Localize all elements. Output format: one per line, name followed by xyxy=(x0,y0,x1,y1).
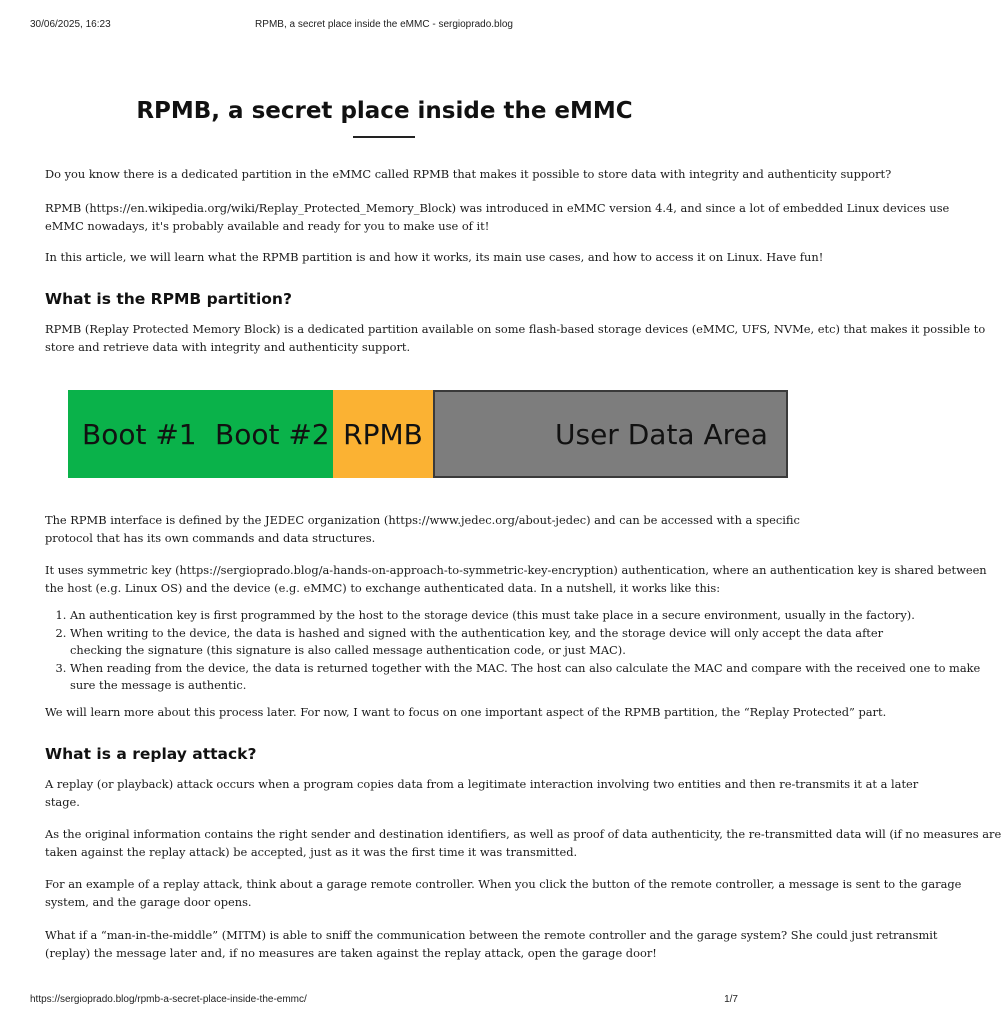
print-datetime: 30/06/2025, 16:23 xyxy=(30,19,111,30)
symmetric-key-line-1: It uses symmetric key (https://sergioprado.blog/a-hands-on-approach-to-symmetric-key-encryption) authentication, where an authentication key is shared between xyxy=(45,563,987,577)
list-item: 3. When reading from the device, the data is returned together with the MAC. The host can also calculate the MAC and compare with the received one to make sure the message is authentic. xyxy=(70,660,980,695)
intro-paragraph-2 xyxy=(45,200,949,235)
what-is-line-2: store and retrieve data with integrity and authenticity support. xyxy=(45,339,411,354)
page-number: 1/7 xyxy=(724,994,738,1005)
section-heading-what-is-rpmb: What is the RPMB partition? xyxy=(45,290,292,308)
emmc-partition-diagram xyxy=(68,390,788,478)
replay-paragraph-4-line-1: What if a “man-in-the-middle” (MITM) is able to sniff the communication between the remote controller and the garage system? She could just retransmit xyxy=(45,928,938,942)
list-item: 2. When writing to the device, the data is hashed and signed with the authentication key, and the storage device will only accept the data after checking the signature (this signature is also called message authentication code, or just MAC). xyxy=(70,625,980,660)
intro-paragraph-2-line-1: RPMB (https://en.wikipedia.org/wiki/Replay_Protected_Memory_Block) was introduced in eMMC version 4.4, and since a lot of embedded Linux devices use xyxy=(45,201,950,215)
replay-paragraph-3-line-1: For an example of a replay attack, think about a garage remote controller. When you click the button of the remote controller, a message is sent to the garage xyxy=(45,877,962,891)
boot-partitions-segment xyxy=(68,390,333,478)
replay-paragraph-1-line-1: A replay (or playback) attack occurs when a program copies data from a legitimate interaction involving two entities and then re-transmits it at a later xyxy=(45,777,919,791)
symmetric-key-paragraph xyxy=(45,562,987,597)
list-item: 1. An authentication key is first programmed by the host to the storage device (this must take place in a secure environment, usually in the factory). xyxy=(70,607,980,625)
replay-paragraph-3-line-2: system, and the garage door opens. xyxy=(45,894,252,909)
interface-line-2: protocol that has its own commands and data structures. xyxy=(45,530,376,545)
replay-paragraph-2 xyxy=(45,826,1001,861)
later-paragraph: We will learn more about this process later. For now, I want to focus on one important aspect of the RPMB partition, the “Replay Protected” part. xyxy=(45,705,887,719)
symmetric-key-line-2: the host (e.g. Linux OS) and the device (e.g. eMMC) to exchange authenticated data. In a nutshell, it works like this: xyxy=(45,580,721,595)
print-footer xyxy=(30,994,738,1008)
article-title: RPMB, a secret place inside the eMMC xyxy=(136,98,633,124)
replay-paragraph-3 xyxy=(45,876,961,911)
replay-paragraph-2-line-2: taken against the replay attack) be accepted, just as it was the first time it was transmitted. xyxy=(45,844,578,859)
replay-paragraph-1 xyxy=(45,776,918,811)
interface-paragraph xyxy=(45,512,800,547)
title-underline xyxy=(353,136,415,138)
rpmb-label: RPMB xyxy=(343,417,423,451)
intro-paragraph-3: In this article, we will learn what the RPMB partition is and how it works, its main use cases, and how to access it on Linux. Have fun! xyxy=(45,250,824,264)
print-page-title: RPMB, a secret place inside the eMMC - sergioprado.blog xyxy=(255,19,513,30)
replay-paragraph-4-line-2: (replay) the message later and, if no measures are taken against the replay attack, open the garage door! xyxy=(45,945,657,960)
user-data-area-segment xyxy=(433,390,788,478)
interface-line-1: The RPMB interface is defined by the JEDEC organization (https://www.jedec.org/about-jedec) and can be accessed with a specific xyxy=(45,513,800,527)
rpmb-steps-list xyxy=(45,607,980,695)
intro-paragraph-2-line-2: eMMC nowadays, it's probably available and ready for you to make use of it! xyxy=(45,218,490,233)
replay-paragraph-4 xyxy=(45,927,937,962)
rpmb-partition-segment xyxy=(333,390,433,478)
what-is-line-1: RPMB (Replay Protected Memory Block) is a dedicated partition available on some flash-based storage devices (eMMC, UFS, NVMe, etc) that makes it possible to xyxy=(45,322,986,336)
replay-paragraph-1-line-2: stage. xyxy=(45,794,80,809)
replay-paragraph-2-line-1: As the original information contains the right sender and destination identifiers, as well as proof of data authenticity, the re-transmitted data will (if no measures are xyxy=(45,827,1001,841)
user-data-area-label: User Data Area xyxy=(555,417,768,451)
what-is-paragraph xyxy=(45,321,985,356)
boot1-label: Boot #1 xyxy=(82,417,197,451)
article xyxy=(45,0,1001,1024)
intro-paragraph-1: Do you know there is a dedicated partition in the eMMC called RPMB that makes it possible to store data with integrity and authenticity support? xyxy=(45,167,892,181)
print-url: https://sergioprado.blog/rpmb-a-secret-place-inside-the-emmc/ xyxy=(30,994,307,1005)
boot2-label: Boot #2 xyxy=(215,417,330,451)
section-heading-replay-attack: What is a replay attack? xyxy=(45,745,257,763)
